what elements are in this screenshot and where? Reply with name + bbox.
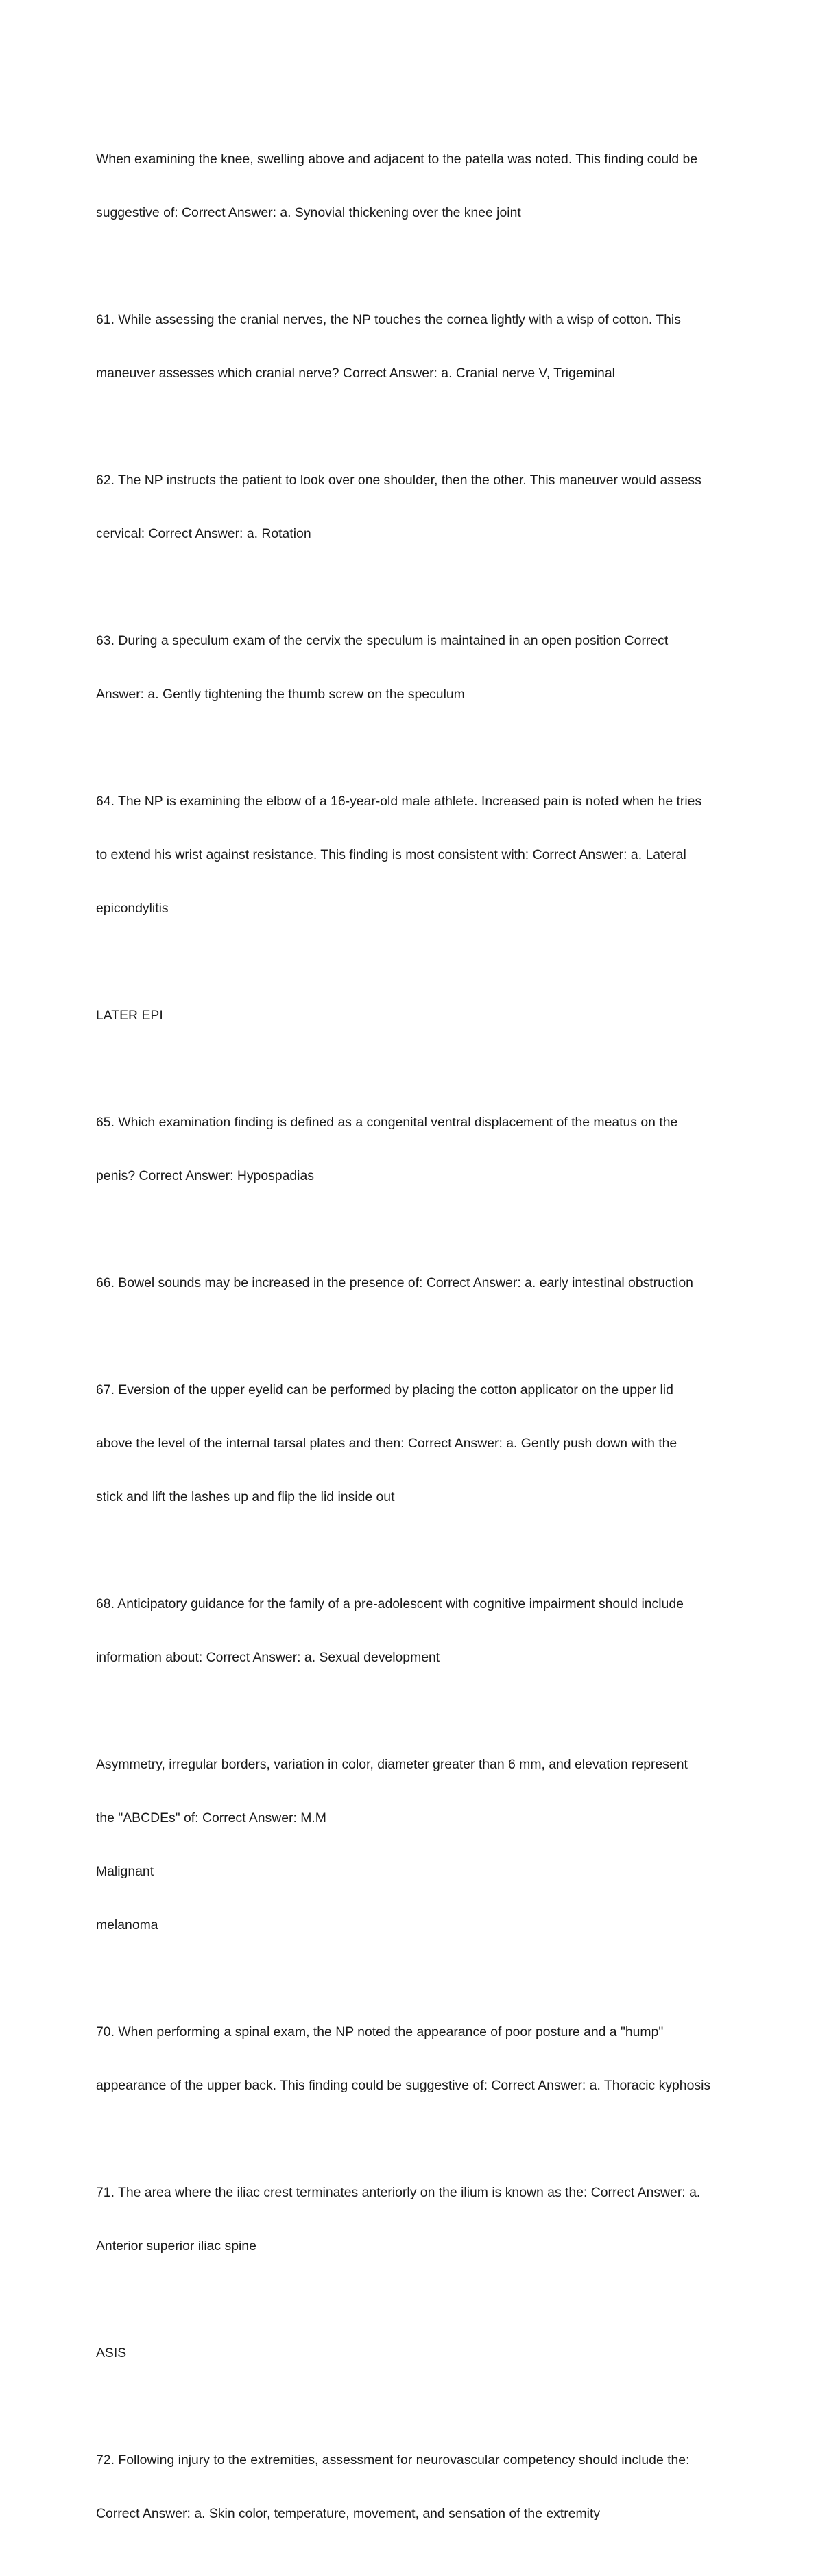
- text-line: 67. Eversion of the upper eyelid can be performed by placing the cotton applicator on the upper lid: [96, 1382, 673, 1397]
- paragraph-question-61: [96, 275, 720, 418]
- text-line: Asymmetry, irregular borders, variation in color, diameter greater than 6 mm, and elevation represent: [96, 1757, 688, 1772]
- text-line: penis? Correct Answer: Hypospadias: [96, 1168, 314, 1183]
- text-line: 62. The NP instructs the patient to look over one shoulder, then the other. This maneuver would assess: [96, 473, 701, 488]
- text-line: appearance of the upper back. This finding could be suggestive of: Correct Answer: a. Thoracic kyphosis: [96, 2078, 711, 2093]
- paragraph-question-66: [96, 1238, 720, 1327]
- paragraph-question-72: [96, 2415, 720, 2558]
- text-line: stick and lift the lashes up and flip the lid inside out: [96, 1489, 395, 1504]
- paragraph-question-71: [96, 2148, 720, 2291]
- text-line: melanoma: [96, 1917, 158, 1933]
- paragraph-abcdes: [96, 1720, 720, 1970]
- text-line: When examining the knee, swelling above and adjacent to the patella was noted. This finding could be: [96, 152, 698, 167]
- text-line: suggestive of: Correct Answer: a. Synovial thickening over the knee joint: [96, 205, 521, 220]
- paragraph-question-62: [96, 436, 720, 578]
- text-line: Anterior superior iliac spine: [96, 2238, 256, 2254]
- text-line: LATER EPI: [96, 1008, 163, 1023]
- paragraph-question-68: [96, 1559, 720, 1702]
- text-line: 71. The area where the iliac crest terminates anteriorly on the ilium is known as the: Correct Answer: a.: [96, 2185, 701, 2200]
- text-line: 66. Bowel sounds may be increased in the presence of: Correct Answer: a. early intestinal obstruction: [96, 1275, 693, 1290]
- text-line: information about: Correct Answer: a. Sexual development: [96, 1650, 440, 1665]
- text-line: the "ABCDEs" of: Correct Answer: M.M: [96, 1810, 326, 1825]
- text-line: 61. While assessing the cranial nerves, the NP touches the cornea lightly with a wisp of cotton. This: [96, 312, 681, 327]
- paragraph-question-67: [96, 1345, 720, 1541]
- text-line: 72. Following injury to the extremities, assessment for neurovascular competency should include the:: [96, 2453, 690, 2468]
- paragraph-knee-swelling: [96, 115, 720, 257]
- text-line: to extend his wrist against resistance. This finding is most consistent with: Correct Answer: a. Lateral: [96, 847, 686, 862]
- text-line: 65. Which examination finding is defined as a congenital ventral displacement of the meatus on the: [96, 1115, 678, 1130]
- paragraph-question-64: [96, 757, 720, 953]
- paragraph-question-70: [96, 1987, 720, 2130]
- document-page: [96, 115, 720, 2576]
- paragraph-question-65: [96, 1078, 720, 1220]
- text-line: 63. During a speculum exam of the cervix the speculum is maintained in an open position Correct: [96, 633, 669, 648]
- text-line: above the level of the internal tarsal plates and then: Correct Answer: a. Gently push down with the: [96, 1436, 677, 1451]
- text-line: Correct Answer: a. Skin color, temperature, movement, and sensation of the extremity: [96, 2506, 601, 2521]
- text-line: Malignant: [96, 1864, 154, 1879]
- paragraph-note-asis: [96, 2308, 720, 2398]
- text-line: maneuver assesses which cranial nerve? Correct Answer: a. Cranial nerve V, Trigeminal: [96, 366, 615, 381]
- text-line: Answer: a. Gently tightening the thumb screw on the speculum: [96, 687, 465, 702]
- paragraph-note-later-epi: [96, 971, 720, 1060]
- text-line: ASIS: [96, 2345, 127, 2361]
- text-line: cervical: Correct Answer: a. Rotation: [96, 526, 311, 541]
- text-line: 68. Anticipatory guidance for the family of a pre-adolescent with cognitive impairment should include: [96, 1596, 684, 1611]
- paragraph-question-63: [96, 596, 720, 739]
- text-line: epicondylitis: [96, 901, 169, 916]
- text-line: 64. The NP is examining the elbow of a 16-year-old male athlete. Increased pain is noted when he tries: [96, 794, 702, 809]
- text-line: 70. When performing a spinal exam, the NP noted the appearance of poor posture and a "hump": [96, 2024, 664, 2040]
